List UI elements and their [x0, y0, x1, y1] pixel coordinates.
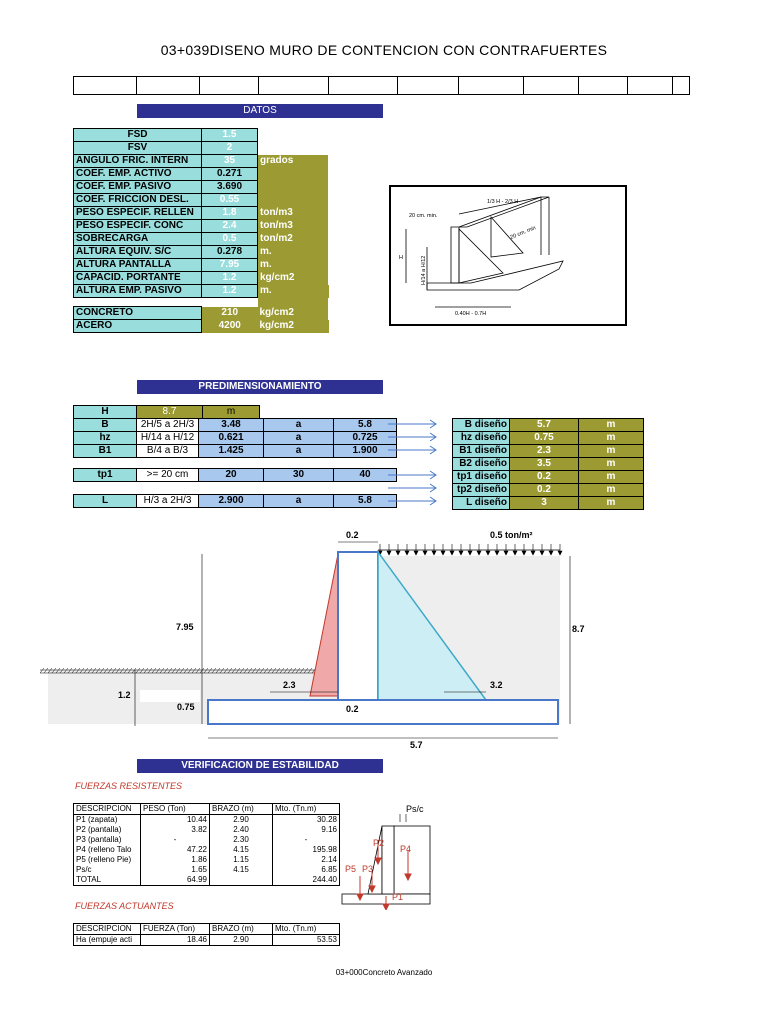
- predim-rule: H/14 a H/12: [137, 432, 199, 445]
- predim-sep: a: [264, 445, 334, 458]
- table-cell: -: [273, 835, 340, 845]
- stem: [338, 552, 378, 700]
- predim-label: hz: [74, 432, 137, 445]
- datos-table: [73, 128, 329, 333]
- datos-label: COEF. EMP. ACTIVO: [74, 168, 202, 181]
- page-title: 03+039DISENO MURO DE CONTENCION CON CONTRAFUERTES: [160, 42, 608, 58]
- table-cell: P2 (pantalla): [74, 825, 141, 835]
- datos-unit: [258, 194, 329, 207]
- datos-unit: ton/m3: [258, 220, 329, 233]
- table-cell: P4 (relleno Talo: [74, 845, 141, 855]
- table-cell: 2.90: [210, 815, 273, 826]
- table-cell: P5 (relleno Pie): [74, 855, 141, 865]
- dim-base-width: 5.7: [410, 740, 423, 750]
- datos-unit: m.: [258, 285, 329, 298]
- table-cell: Ps/c: [74, 865, 141, 875]
- diseno-label: B1 diseño: [453, 445, 510, 458]
- datos-spacer: [74, 298, 329, 307]
- footer: 03+000Concreto Avanzado: [335, 968, 433, 977]
- diseno-value[interactable]: 2.3: [510, 445, 579, 458]
- datos-row: [74, 129, 329, 142]
- table-cell: 18.46: [141, 935, 210, 946]
- datos-row: [74, 285, 329, 298]
- diseno-row: [453, 471, 644, 484]
- datos-label: PESO ESPECIF. CONC: [74, 220, 202, 233]
- datos-row: [74, 259, 329, 272]
- table-cell: P3 (pantalla): [74, 835, 141, 845]
- material-value[interactable]: 210: [202, 307, 258, 320]
- datos-unit: ton/m2: [258, 233, 329, 246]
- diseno-row: [453, 445, 644, 458]
- diseno-label: B2 diseño: [453, 458, 510, 471]
- force-psc: Ps/c: [406, 804, 424, 814]
- diseno-unit: m: [579, 497, 644, 510]
- datos-label: ALTURA EMP. PASIVO: [74, 285, 202, 298]
- diseno-value[interactable]: 0.2: [510, 484, 579, 497]
- header-cell: BRAZO (m): [210, 804, 273, 815]
- predim-band: PREDIMENSIONAMIENTO: [137, 380, 383, 394]
- diseno-value[interactable]: 3.5: [510, 458, 579, 471]
- table-cell: 6.85: [273, 865, 340, 875]
- datos-value[interactable]: 1.2: [202, 272, 258, 285]
- predim-label: B: [74, 419, 137, 432]
- datos-value[interactable]: 1.2: [202, 285, 258, 298]
- dim-passive-h: 1.2: [118, 690, 131, 700]
- diseno-unit: m: [579, 484, 644, 497]
- act-title: FUERZAS ACTUANTES: [75, 901, 174, 911]
- l-b[interactable]: 5.8: [334, 495, 397, 508]
- datos-row: [74, 246, 329, 259]
- diseno-value[interactable]: 3: [510, 497, 579, 510]
- l-label: L: [74, 495, 137, 508]
- sketch-label-l4: H: [399, 255, 403, 261]
- datos-unit: [258, 181, 329, 194]
- table-cell: 2.40: [210, 825, 273, 835]
- datos-row: [74, 142, 329, 155]
- datos-label: FSV: [74, 142, 202, 155]
- datos-label: COEF. FRICCION DESL.: [74, 194, 202, 207]
- datos-value[interactable]: 3.690: [202, 181, 258, 194]
- resist-table: [73, 803, 340, 886]
- table-row: [74, 855, 340, 865]
- diseno-row: [453, 432, 644, 445]
- predim-table: [73, 405, 260, 419]
- table-row: [74, 845, 340, 855]
- table-row: [74, 815, 340, 826]
- sketch-label-l2: 20 cm. min.: [409, 213, 438, 219]
- diseno-table: [452, 418, 644, 510]
- table-cell: TOTAL: [74, 875, 141, 886]
- header-cell[interactable]: [459, 77, 524, 95]
- datos-value[interactable]: 2: [202, 142, 258, 155]
- predim-max[interactable]: 5.8: [334, 419, 397, 432]
- table-cell: Ha (empuje acti: [74, 935, 141, 946]
- diseno-value[interactable]: 5.7: [510, 419, 579, 432]
- table-cell: 10.44: [141, 815, 210, 826]
- material-label: ACERO: [74, 320, 202, 333]
- header-cell[interactable]: [524, 77, 579, 95]
- force-p4: P4: [400, 844, 412, 854]
- table-cell: [210, 875, 273, 886]
- datos-label: ALTURA EQUIV. S/C: [74, 246, 202, 259]
- table-cell: 244.40: [273, 875, 340, 886]
- tp1-rule: >= 20 cm: [137, 469, 199, 482]
- datos-row: [74, 181, 329, 194]
- diseno-unit: m: [579, 458, 644, 471]
- table-row: [74, 835, 340, 845]
- datos-unit: [258, 129, 329, 142]
- datos-value[interactable]: 0.271: [202, 168, 258, 181]
- predim-min[interactable]: 3.48: [199, 419, 264, 432]
- datos-label: ALTURA PANTALLA: [74, 259, 202, 272]
- predim-arrows: [384, 416, 444, 512]
- table-cell: 1.86: [141, 855, 210, 865]
- header-cell[interactable]: [628, 77, 673, 95]
- header-cell[interactable]: [579, 77, 628, 95]
- datos-label: ANGULO FRIC. INTERN: [74, 155, 202, 168]
- table-cell: 1.65: [141, 865, 210, 875]
- table-row: [74, 875, 340, 886]
- datos-label: CAPACID. PORTANTE: [74, 272, 202, 285]
- sketch-label-l3: 20 cm. min: [509, 225, 537, 241]
- datos-unit: ton/m3: [258, 207, 329, 220]
- table-cell: 64.99: [141, 875, 210, 886]
- datos-row: [74, 272, 329, 285]
- tp1-label: tp1: [74, 469, 137, 482]
- dim-toe: 2.3: [283, 680, 296, 690]
- dim-heel: 3.2: [490, 680, 503, 690]
- table-cell: -: [141, 835, 210, 845]
- predim-label: B1: [74, 445, 137, 458]
- datos-row: [74, 155, 329, 168]
- diseno-label: L diseño: [453, 497, 510, 510]
- predim-rule: 2H/5 a 2H/3: [137, 419, 199, 432]
- predim-sep: a: [264, 419, 334, 432]
- predim-max[interactable]: 0.725: [334, 432, 397, 445]
- diseno-row: [453, 497, 644, 510]
- toe-fill-triangle: [310, 554, 338, 696]
- datos-value[interactable]: 1.8: [202, 207, 258, 220]
- header-cell: PESO (Ton): [141, 804, 210, 815]
- header-cell[interactable]: [329, 77, 398, 95]
- wall-section: [40, 520, 640, 760]
- header-cell[interactable]: [200, 77, 259, 95]
- dim-surcharge: 0.5 ton/m²: [490, 530, 533, 540]
- sketch-label-l6: 0.40H - 0.7H: [455, 311, 487, 317]
- header-cell[interactable]: [74, 77, 137, 95]
- tp1-v3[interactable]: 40: [334, 469, 397, 482]
- datos-row: [74, 233, 329, 246]
- diseno-row: [453, 419, 644, 432]
- table-cell: 4.15: [210, 845, 273, 855]
- table-row: [74, 935, 340, 946]
- datos-label: COEF. EMP. PASIVO: [74, 181, 202, 194]
- table-cell: 2.90: [210, 935, 273, 946]
- datos-row: [74, 194, 329, 207]
- datos-unit: [258, 168, 329, 181]
- predim-l-table: [73, 494, 397, 508]
- diseno-label: hz diseño: [453, 432, 510, 445]
- l-sep: a: [264, 495, 334, 508]
- diseno-row: [453, 458, 644, 471]
- material-unit: kg/cm2: [258, 307, 329, 320]
- tp1-v1[interactable]: 20: [199, 469, 264, 482]
- datos-value[interactable]: 7.95: [202, 259, 258, 272]
- dim-stem-h: 7.95: [176, 622, 194, 632]
- datos-value[interactable]: 0.278: [202, 246, 258, 259]
- predim-row: [74, 445, 397, 458]
- header-cell[interactable]: [259, 77, 329, 95]
- header-cell: DESCRIPCION: [74, 924, 141, 935]
- datos-row: [74, 220, 329, 233]
- force-diagram: [338, 800, 438, 910]
- datos-value[interactable]: 2.4: [202, 220, 258, 233]
- table-cell: 195.98: [273, 845, 340, 855]
- datos-value[interactable]: 35: [202, 155, 258, 168]
- material-value[interactable]: 4200: [202, 320, 258, 333]
- material-row: [74, 307, 329, 320]
- header-cell[interactable]: [398, 77, 459, 95]
- l-rule: H/3 a 2H/3: [137, 495, 199, 508]
- table-cell: 1.15: [210, 855, 273, 865]
- predim-tp1-table: [73, 468, 397, 482]
- table-cell: 3.82: [141, 825, 210, 835]
- table-cell: 30.28: [273, 815, 340, 826]
- l-a[interactable]: 2.900: [199, 495, 264, 508]
- header-cell: Mto. (Tn.m): [273, 924, 340, 935]
- diseno-label: tp1 diseño: [453, 471, 510, 484]
- material-label: CONCRETO: [74, 307, 202, 320]
- diseno-unit: m: [579, 432, 644, 445]
- predim-h-value[interactable]: 8.7: [137, 406, 203, 419]
- material-unit: kg/cm2: [258, 320, 329, 333]
- predim-range-table: [73, 418, 397, 458]
- sketch-label-l5: H/14 a H/12: [421, 255, 427, 285]
- estab-band: VERIFICACION DE ESTABILIDAD: [137, 759, 383, 773]
- table-cell: 9.16: [273, 825, 340, 835]
- dim-total-h: 8.7: [572, 624, 585, 634]
- predim-row: [74, 419, 397, 432]
- predim-row: [74, 432, 397, 445]
- material-row: [74, 320, 329, 333]
- header-cell: DESCRIPCION: [74, 804, 141, 815]
- datos-band: DATOS: [137, 104, 383, 118]
- table-header: [74, 804, 340, 815]
- table-cell: 53.53: [273, 935, 340, 946]
- datos-unit: m.: [258, 246, 329, 259]
- header-cell: Mto. (Tn.m): [273, 804, 340, 815]
- table-cell: P1 (zapata): [74, 815, 141, 826]
- diseno-value[interactable]: 0.75: [510, 432, 579, 445]
- dim-top-thk: 0.2: [346, 530, 359, 540]
- datos-unit: m.: [258, 259, 329, 272]
- predim-min[interactable]: 1.425: [199, 445, 264, 458]
- datos-row: [74, 207, 329, 220]
- datos-value[interactable]: 0.55: [202, 194, 258, 207]
- force-p5: P5: [345, 864, 357, 874]
- diseno-unit: m: [579, 471, 644, 484]
- datos-unit: [258, 142, 329, 155]
- header-cell: FUERZA (Ton): [141, 924, 210, 935]
- wall-sketch-drawing: [391, 187, 625, 324]
- diseno-label: B diseño: [453, 419, 510, 432]
- predim-rule: B/4 a B/3: [137, 445, 199, 458]
- table-row: [74, 825, 340, 835]
- force-p3: P3: [362, 864, 374, 874]
- header-cell[interactable]: [673, 77, 690, 95]
- diseno-unit: m: [579, 445, 644, 458]
- header-grid: [73, 76, 690, 95]
- predim-sep: a: [264, 432, 334, 445]
- table-cell: 2.14: [273, 855, 340, 865]
- diseno-value[interactable]: 0.2: [510, 471, 579, 484]
- act-table: [73, 923, 340, 946]
- diseno-label: tp2 diseño: [453, 484, 510, 497]
- datos-unit: kg/cm2: [258, 272, 329, 285]
- table-header: [74, 924, 340, 935]
- footing: [208, 700, 558, 724]
- predim-h-label: H: [74, 406, 137, 419]
- tp1-v2[interactable]: 30: [264, 469, 334, 482]
- predim-max[interactable]: 1.900: [334, 445, 397, 458]
- dim-hz: 0.75: [177, 702, 195, 712]
- datos-row: [74, 168, 329, 181]
- header-cell[interactable]: [137, 77, 200, 95]
- resist-title: FUERZAS RESISTENTES: [75, 781, 183, 791]
- table-row: [74, 865, 340, 875]
- predim-h-unit: m: [203, 406, 260, 419]
- datos-value[interactable]: 0.5: [202, 233, 258, 246]
- diseno-row: [453, 484, 644, 497]
- table-cell: 47.22: [141, 845, 210, 855]
- datos-label: PESO ESPECIF. RELLEN: [74, 207, 202, 220]
- diseno-unit: m: [579, 419, 644, 432]
- datos-label: SOBRECARGA: [74, 233, 202, 246]
- force-p2: P2: [373, 838, 385, 848]
- datos-label: FSD: [74, 129, 202, 142]
- datos-value[interactable]: 1.5: [202, 129, 258, 142]
- datos-unit: grados: [258, 155, 329, 168]
- dim-stem-base: 0.2: [346, 704, 359, 714]
- force-p1: P1: [392, 892, 404, 902]
- header-cell: BRAZO (m): [210, 924, 273, 935]
- wall-sketch: [389, 185, 627, 326]
- sketch-label-l1: 1/3 H - 2/3 H: [487, 199, 519, 205]
- table-cell: 2.30: [210, 835, 273, 845]
- table-cell: 4.15: [210, 865, 273, 875]
- predim-min[interactable]: 0.621: [199, 432, 264, 445]
